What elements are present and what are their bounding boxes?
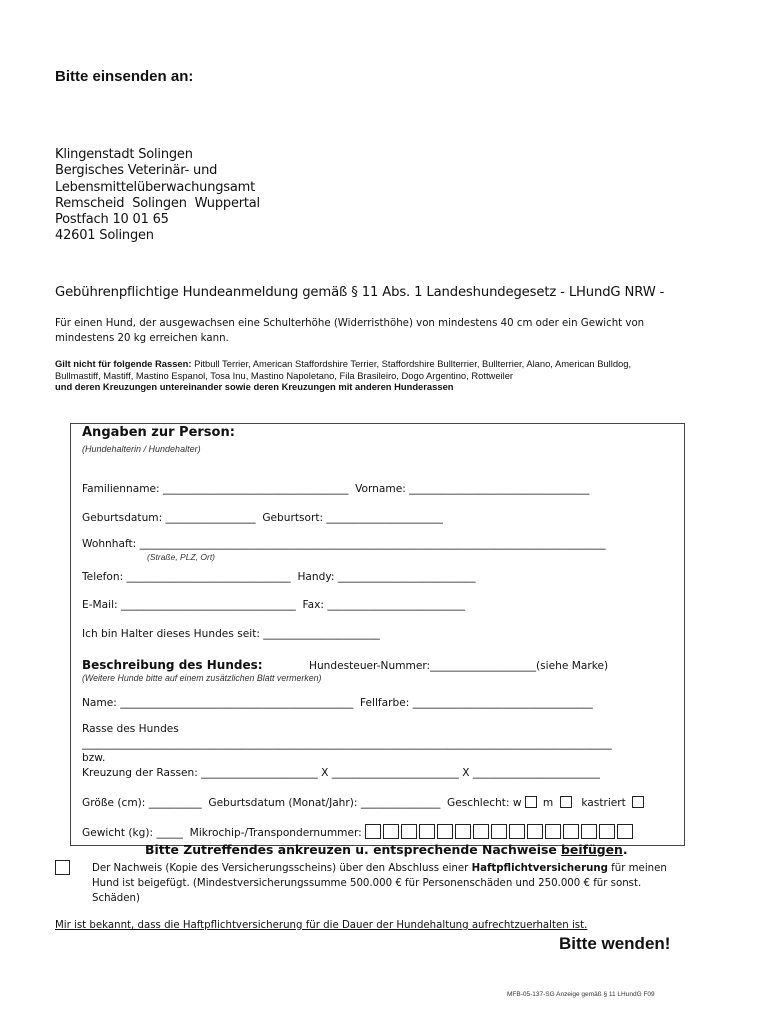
phone-field[interactable]: Telefon: _______________________________ Handy: __________________________ [82,571,476,583]
dog-tax-number-field[interactable]: Hundesteuer-Nummer:____________________(siehe Marke) [309,660,609,672]
or-label: bzw. [82,752,106,764]
breeds-crosses: und deren Kreuzungen untereinander sowie deren Kreuzungen mit anderen Hunderassen [55,381,454,392]
chip-digit-box[interactable] [437,824,453,839]
insurance-checkbox[interactable] [55,860,70,875]
check-title-underlined: beifügen [561,842,623,857]
owner-since-field[interactable]: Ich bin Halter dieses Hundes seit: ______________________ [82,628,380,640]
address-line: Remscheid Solingen Wuppertal [55,195,260,211]
address-line: Klingenstadt Solingen [55,147,193,162]
chip-digit-box[interactable] [617,824,633,839]
proof-text-end: für meinen Hund ist beigefügt. (Mindestversicherungssumme 500.000 € für Personenschäden und 250.000 € für sonst. Schäden) [92,863,667,904]
chip-digit-box[interactable] [563,824,579,839]
form-heading: Gebührenpflichtige Hundeanmeldung gemäß § 11 Abs. 1 Landeshundegesetz - LHundG NRW - [55,285,665,300]
size-birth-field[interactable]: Größe (cm): __________ Geburtsdatum (Monat/Jahr): _______________ Geschlecht: w [82,797,522,809]
weight-chip-row [82,824,635,839]
insurance-proof-text [92,861,682,906]
female-checkbox[interactable] [525,796,537,808]
chip-digit-box[interactable] [491,824,507,839]
breeds-label: Gilt nicht für folgende Rassen: [55,358,192,369]
check-instructions [145,842,628,857]
email-fax-field[interactable]: E-Mail: _________________________________ Fax: __________________________ [82,599,466,611]
dog-section-title: Beschreibung des Hundes: [82,658,263,672]
check-title-end: . [622,842,628,857]
chip-digit-box[interactable] [509,824,525,839]
form-footer-code: MFB-05-137-SG Anzeige gemäß § 11 LHundG F09 [507,991,655,998]
weight-field[interactable]: Gewicht (kg): _____ Mikrochip-/Transpondernummer: [82,827,366,839]
dog-section-subtitle: (Weitere Hunde bitte auf einem zusätzlichen Blatt vermerken) [82,673,322,683]
proof-text-bold: Haftpflichtversicherung [471,863,608,874]
dog-breed-label: Rasse des Hundes [82,723,179,735]
male-checkbox[interactable] [560,796,572,808]
surname-firstname-field[interactable]: Familienname: ___________________________________ Vorname: __________________________________ [82,483,590,495]
check-title-text: Bitte Zutreffendes ankreuzen u. entsprechende Nachweise [145,842,562,857]
neutered-checkbox[interactable] [632,796,644,808]
person-section-title: Angaben zur Person: [82,425,235,440]
recipient-address [55,147,260,245]
birth-field[interactable]: Geburtsdatum: _________________ Geburtsort: ______________________ [82,512,443,524]
neutered-label: kastriert [574,797,630,809]
turn-over-note: Bitte wenden! [559,934,671,953]
breeds-list: Pitbull Terrier, American Staffordshire Terrier, Staffordshire Bullterrier, Bullterrier, Alano, American Bulldog, Bullmastiff, Mastiff, Mastino Espanol, Tosa Inu, Mastino Napoletano, Fila Brasileiro, Dogo Argentino, Rottweiler [55,358,632,381]
chip-digit-box[interactable] [419,824,435,839]
intro-text: Für einen Hund, der ausgewachsen eine Schulterhöhe (Widerristhöhe) von mindestens 40 cm oder ein Gewicht von mindestens 20 kg erreichen kann. [55,318,645,344]
chip-digit-box[interactable] [599,824,615,839]
chip-digit-box[interactable] [365,824,381,839]
excluded-breeds [55,358,675,393]
address-line: Lebensmittelüberwachungsamt [55,179,256,195]
chip-digit-box[interactable] [545,824,561,839]
address-line: 42601 Solingen [55,228,154,244]
cross-breed-field[interactable]: Kreuzung der Rassen: ______________________ X ________________________ X ________________________ [82,767,600,779]
chip-digit-box[interactable] [527,824,543,839]
size-birth-sex-row [82,796,647,809]
chip-digit-box[interactable] [455,824,471,839]
send-to-heading: Bitte einsenden an: [55,68,194,85]
residence-field[interactable]: Wohnhaft: ________________________________________________________________________________________ [82,538,606,550]
person-section-subtitle: (Hundehalterin / Hundehalter) [82,444,201,454]
address-line: Postfach 10 01 65 [55,212,169,228]
dog-breed-field[interactable]: ____________________________________________________________________________________________________ [82,738,612,750]
chip-digit-box[interactable] [473,824,489,839]
insurance-awareness: Mir ist bekannt, dass die Haftpflichtversicherung für die Dauer der Hundehaltung aufrechtzuerhalten ist. [55,920,588,931]
address-line: Bergisches Veterinär- und [55,163,218,179]
chip-digit-box[interactable] [581,824,597,839]
dog-name-color-field[interactable]: Name: ____________________________________________ Fellfarbe: __________________________________ [82,697,593,709]
residence-hint: (Straße, PLZ, Ort) [147,552,216,562]
male-label: m [539,797,557,809]
proof-text-start: Der Nachweis (Kopie des Versicherungsscheins) über den Abschluss einer [92,863,472,874]
chip-number-boxes [365,827,635,839]
chip-digit-box[interactable] [383,824,399,839]
chip-digit-box[interactable] [401,824,417,839]
